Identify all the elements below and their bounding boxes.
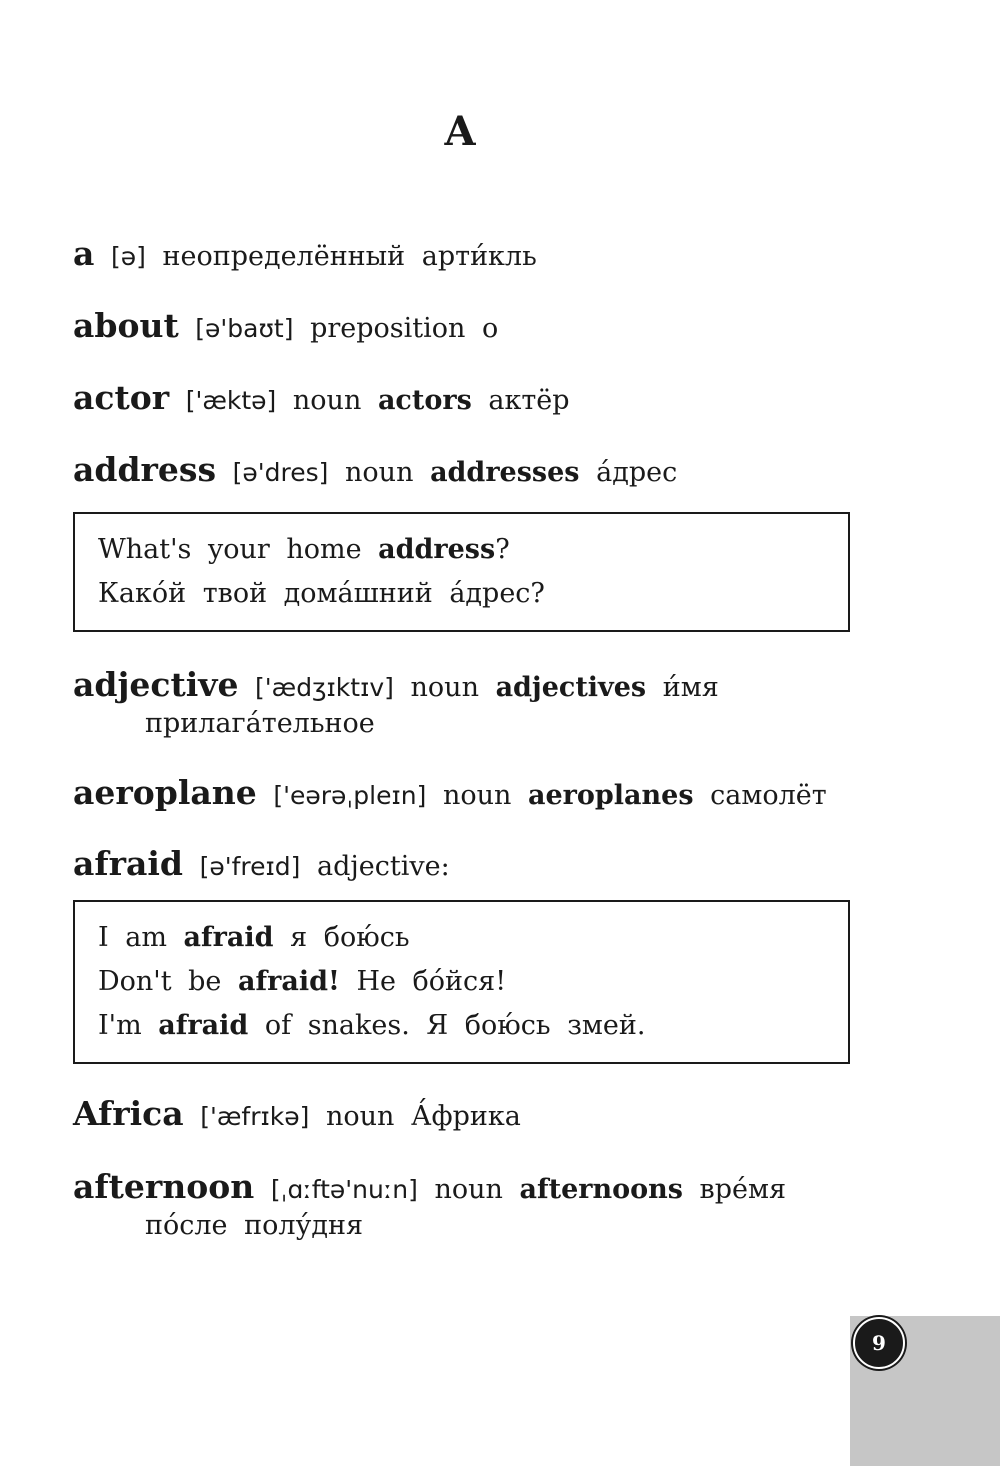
transcription: [ə]	[110, 242, 146, 271]
entry-address	[73, 452, 873, 491]
translation: А́фрика	[411, 1101, 521, 1132]
transcription: [ə'baʊt]	[195, 314, 294, 343]
translation: самолёт	[710, 780, 827, 811]
page-number: 9	[853, 1317, 905, 1369]
headword: afraid	[73, 844, 183, 883]
part-of-speech: noun	[345, 457, 414, 488]
translation: неопределённый арти́кль	[162, 241, 537, 272]
section-letter: A	[444, 108, 476, 155]
example-line: I am afraid я бою́сь	[98, 922, 410, 953]
highlighted-word: address	[378, 534, 496, 565]
example-box-address	[73, 512, 850, 632]
part-of-speech: adjective:	[317, 851, 450, 882]
example-line: I'm afraid of snakes. Я бою́сь змей.	[98, 1010, 646, 1041]
plural-form: aeroplanes	[528, 780, 694, 811]
plural-form: addresses	[430, 457, 580, 488]
transcription: [ˌɑːftə'nuːn]	[270, 1175, 418, 1204]
entry-aeroplane	[73, 775, 873, 814]
translation: и́мя	[662, 672, 719, 703]
headword: actor	[73, 378, 170, 417]
translation-continued: по́сле полу́дня	[145, 1210, 364, 1241]
plural-form: afternoons	[519, 1174, 683, 1205]
example-line: Don't be afraid! Не бо́йся!	[98, 966, 507, 997]
headword: a	[73, 234, 95, 273]
part-of-speech: noun	[292, 385, 362, 416]
highlighted-word: afraid	[158, 1010, 249, 1041]
transcription: ['æktə]	[185, 386, 277, 415]
headword: afternoon	[73, 1167, 255, 1206]
translation: а́дрес	[596, 457, 678, 488]
transcription: ['ædʒɪktɪv]	[255, 673, 394, 702]
headword: Africa	[73, 1094, 184, 1133]
highlighted-word: afraid	[183, 922, 274, 953]
entry-actor	[73, 380, 873, 419]
translation: актёр	[488, 385, 570, 416]
transcription: ['æfrɪkə]	[200, 1102, 310, 1131]
transcription: [ə'freɪd]	[199, 852, 301, 881]
translation: вре́мя	[699, 1174, 787, 1205]
entry-afraid	[73, 846, 873, 885]
entry-adjective	[73, 667, 873, 742]
example-line: What's your home address?	[98, 534, 510, 565]
transcription: [ə'dres]	[232, 458, 329, 487]
translation: о	[482, 313, 499, 344]
part-of-speech: noun	[410, 672, 479, 703]
transcription: ['eərəˌpleɪn]	[273, 781, 427, 810]
highlighted-word: afraid!	[238, 966, 340, 997]
part-of-speech: noun	[325, 1101, 395, 1132]
entry-afternoon	[73, 1169, 873, 1244]
entry-a	[73, 236, 873, 275]
entry-about	[73, 308, 873, 347]
headword: aeroplane	[73, 773, 257, 812]
headword: address	[73, 450, 217, 489]
headword: about	[73, 306, 179, 345]
plural-form: actors	[377, 385, 472, 416]
headword: adjective	[73, 665, 239, 704]
example-box-afraid	[73, 900, 850, 1064]
part-of-speech: preposition	[310, 313, 466, 344]
plural-form: adjectives	[495, 672, 647, 703]
part-of-speech: noun	[434, 1174, 503, 1205]
entry-africa	[73, 1096, 873, 1135]
translation-continued: прилага́тельное	[145, 708, 375, 739]
part-of-speech: noun	[442, 780, 512, 811]
example-translation: Како́й твой дома́шний а́дрес?	[98, 578, 545, 609]
